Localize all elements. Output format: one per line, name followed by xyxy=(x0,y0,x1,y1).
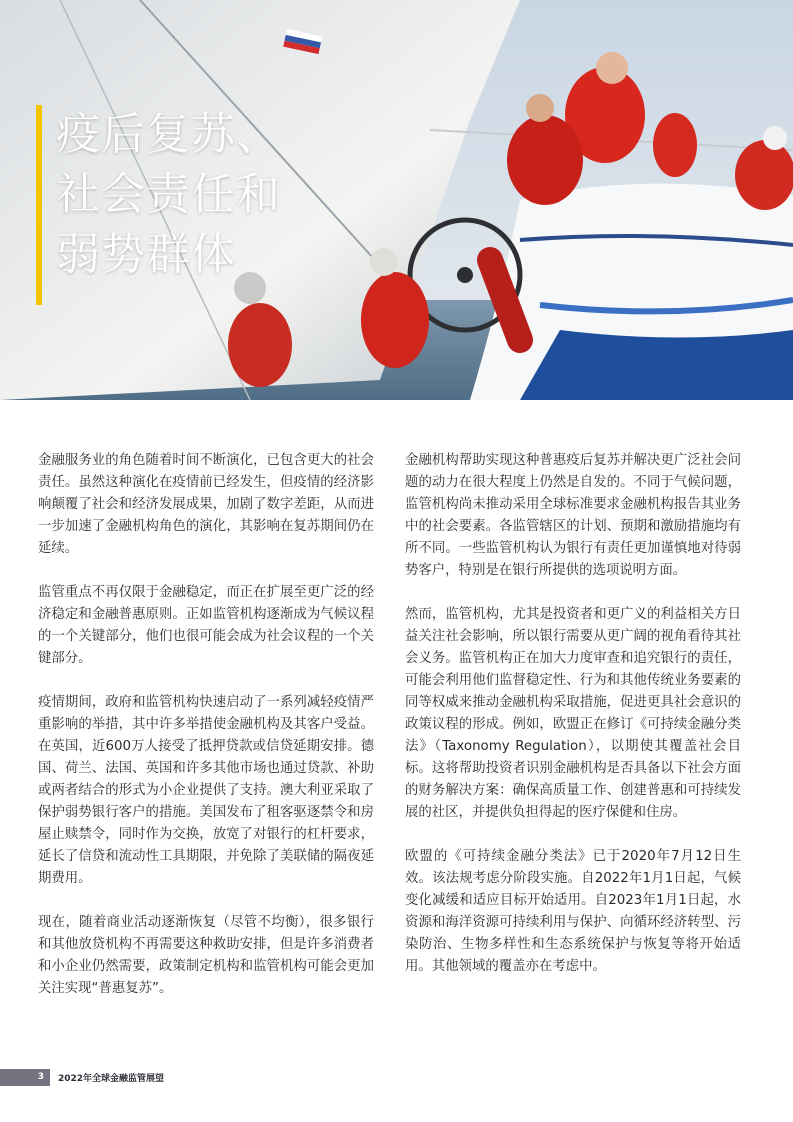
paragraph: 然而，监管机构，尤其是投资者和更广义的利益相关方日益关注社会影响，所以银行需要从更广阔的视角看待其社会义务。监管机构正在加大力度审查和追究银行的责任，可能会利用他们监督稳定性、行为和其他传统业务要素的同等权威来推动金融机构采取措施，促进更具社会意识的政策议程的形成。例如，欧盟正在修订《可持续金融分类法》（Taxonomy Regulation），以期使其覆盖社会目标。这将帮助投资者识别金融机构是否具备以下社会方面的财务解决方案：确保高质量工作、创建普惠和可持续发展的社区，并提供负担得起的医疗保健和住房。 xyxy=(405,607,741,820)
paragraph: 金融机构帮助实现这种普惠疫后复苏并解决更广泛社会问题的动力在很大程度上仍然是自发的。不同于气候问题，监管机构尚未推动采用全球标准要求金融机构报告其业务中的社会要素。各监管辖区的计划、预期和激励措施均有所不同。一些监管机构认为银行有责任更加谨慎地对待弱势客户，特别是在银行所提供的选项说明方面。 xyxy=(405,453,741,578)
left-column xyxy=(38,450,374,1022)
page-title xyxy=(36,105,281,305)
paragraph: 金融服务业的角色随着时间不断演化，已包含更大的社会责任。虽然这种演化在疫情前已经发生，但疫情的经济影响颠覆了社会和经济发展成果，加剧了数字差距，从而进一步加速了金融机构角色的演化，其影响在复苏期间仍在延续。 xyxy=(38,453,374,556)
hero-banner xyxy=(0,0,793,400)
paragraph: 现在，随着商业活动逐渐恢复（尽管不均衡），很多银行和其他放贷机构不再需要这种救助安排，但是许多消费者和小企业仍然需要，政策制定机构和监管机构可能会更加关注实现“普惠复苏”。 xyxy=(38,915,374,996)
title-line-1: 疫后复苏、 xyxy=(56,109,281,160)
paragraph: 监管重点不再仅限于金融稳定，而正在扩展至更广泛的经济稳定和金融普惠原则。正如监管机构逐渐成为气候议程的一个关键部分，他们也很可能会成为社会议程的一个关键部分。 xyxy=(38,585,374,666)
publication-title: 2022年全球金融监管展望 xyxy=(58,1074,165,1084)
paragraph: 欧盟的《可持续金融分类法》已于2020年7月12日生效。该法规考虑分阶段实施。自2022年1月1日起，气候变化减缓和适应目标开始适用。自2023年1月1日起，水资源和海洋资源可持续利用与保护、向循环经济转型、污染防治、生物多样性和生态系统保护与恢复等将开始适用。其他领域的覆盖亦在考虑中。 xyxy=(405,849,741,974)
page-footer xyxy=(0,1069,164,1086)
paragraph: 疫情期间，政府和监管机构快速启动了一系列减轻疫情严重影响的举措，其中许多举措使金融机构及其客户受益。在英国，近600万人接受了抵押贷款或信贷延期安排。德国、荷兰、法国、英国和许多其他市场也通过贷款、补助或两者结合的形式为小企业提供了支持。澳大利亚采取了保护弱势银行客户的措施。美国发布了租客驱逐禁令和房屋止赎禁令，同时作为交换，放宽了对银行的杠杆要求，延长了信贷和流动性工具期限，并免除了美联储的隔夜延期费用。 xyxy=(38,695,374,886)
right-column xyxy=(405,450,741,1000)
title-line-2: 社会责任和 xyxy=(56,169,281,220)
title-line-3: 弱势群体 xyxy=(56,229,236,280)
page-number: 3 xyxy=(0,1069,50,1086)
